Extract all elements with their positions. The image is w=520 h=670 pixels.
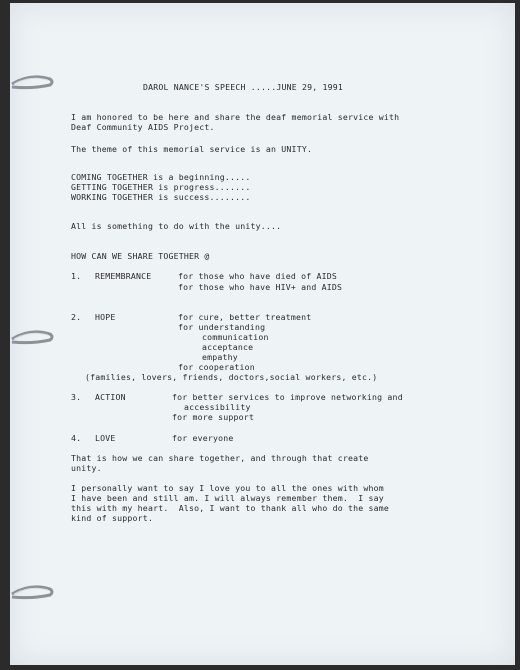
item-number: 4. [71, 433, 82, 443]
item-line: accessibility [184, 402, 251, 412]
item-label: LOVE [95, 433, 116, 443]
closing-line: this with my heart. Also, I want to thank all who do the same [71, 503, 390, 513]
item-label: REMEMBRANCE [95, 271, 152, 281]
intro-line: Deaf Community AIDS Project. [71, 122, 215, 132]
item-parenthetical: (families, lovers, friends, doctors,social workers, etc.) [85, 372, 378, 382]
item-line: for understanding [178, 322, 266, 332]
item-line: for cure, better treatment [178, 312, 312, 322]
item-line: for everyone [172, 433, 234, 443]
speech-title: DAROL NANCE'S SPEECH .....JUNE 29, 1991 [143, 82, 344, 92]
item-number: 2. [71, 312, 82, 322]
item-subline: communication [202, 332, 269, 342]
item-subline: acceptance [202, 342, 254, 352]
intro-line: I am honored to be here and share the deaf memorial service with [71, 112, 400, 122]
together-line: WORKING TOGETHER is success........ [71, 192, 251, 202]
together-line: GETTING TOGETHER is progress....... [71, 182, 251, 192]
share-line: That is how we can share together, and through that create [71, 453, 369, 463]
item-line: for those who have died of AIDS [178, 271, 338, 281]
item-line: for cooperation [178, 362, 255, 372]
speech-text [10, 3, 515, 665]
share-line: unity. [71, 463, 102, 473]
theme-line: The theme of this memorial service is an UNITY. [71, 144, 313, 154]
item-line: for more support [172, 412, 255, 422]
item-subline: empathy [202, 352, 238, 362]
item-number: 3. [71, 392, 82, 402]
item-line: for better services to improve networking and [172, 392, 403, 402]
closing-line: I personally want to say I love you to all the ones with whom [71, 483, 384, 493]
closing-line: kind of support. [71, 513, 154, 523]
item-label: ACTION [95, 392, 126, 402]
item-line: for those who have HIV+ and AIDS [178, 282, 343, 292]
item-number: 1. [71, 271, 82, 281]
question-heading: HOW CAN WE SHARE TOGETHER @ [71, 251, 210, 261]
unity-line: All is something to do with the unity.... [71, 221, 282, 231]
document-page [10, 3, 515, 665]
together-line: COMING TOGETHER is a beginning..... [71, 172, 251, 182]
item-label: HOPE [95, 312, 116, 322]
closing-line: I have been and still am. I will always remember them. I say [71, 493, 384, 503]
